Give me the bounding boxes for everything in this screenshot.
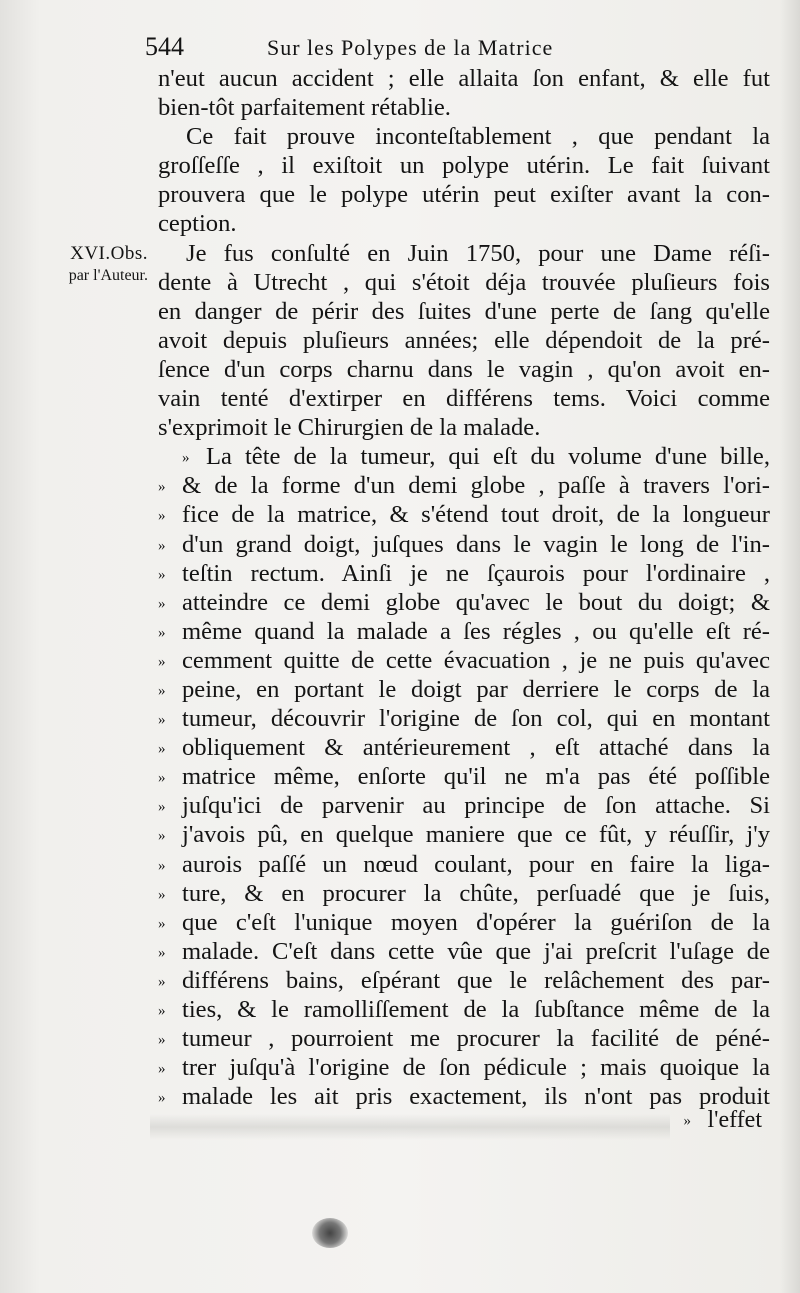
text-line: n'eut aucun accident ; elle allaita ſon enfant, & elle fut xyxy=(158,65,770,92)
quote-mark: » xyxy=(158,741,166,758)
quotation-text: peine, en portant le doigt par derriere le corps de la xyxy=(182,675,770,703)
quotation-text: fice de la matrice, & s'étend tout droit, de la longueur xyxy=(182,501,770,529)
quote-mark: » xyxy=(158,653,166,670)
text-line: bien-tôt parfaitement rétablie. xyxy=(158,94,451,122)
quotation-text: teſtin rectum. Ainſi je ne ſçaurois pour l'ordinaire , xyxy=(182,559,770,587)
ink-smudge xyxy=(312,1218,348,1248)
quotation-line xyxy=(158,588,770,617)
text-line: vain tenté d'extirper en différens tems. Voici comme xyxy=(158,385,770,413)
running-title: Sur les Polypes de la Matrice xyxy=(267,35,554,60)
text-line: en danger de périr des ſuites d'une perte de ſang qu'elle xyxy=(158,297,770,325)
quotation-line xyxy=(158,908,770,937)
quotation-text: malade. C'eſt dans cette vûe que j'ai preſcrit l'uſage de xyxy=(182,937,770,965)
quote-mark: » xyxy=(158,915,166,932)
quote-mark: » xyxy=(158,624,166,641)
margin-note-author: par l'Auteur. xyxy=(68,267,148,284)
quotation-line xyxy=(158,850,770,879)
text-line: groſſeſſe , il exiſtoit un polype utérin. Le fait ſuivant xyxy=(158,152,770,180)
quotation-line xyxy=(158,995,770,1024)
quotation-line xyxy=(158,559,770,588)
margin-note xyxy=(26,243,148,289)
quote-mark: » xyxy=(158,712,166,729)
quotation-text: différens bains, eſpérant que le relâchement des par- xyxy=(182,966,770,994)
quotation-line xyxy=(158,791,770,820)
quote-mark: » xyxy=(158,1003,166,1019)
quote-mark: » xyxy=(158,1032,166,1049)
quote-mark: » xyxy=(158,566,166,583)
quote-mark: » xyxy=(158,973,166,990)
quotation-line xyxy=(158,879,770,908)
show-through-shadow xyxy=(150,1114,670,1140)
quotation-text: matrice même, enſorte qu'il ne m'a pas été poſſible xyxy=(182,763,770,791)
quote-mark: » xyxy=(158,479,166,496)
text-line: Ce fait prouve inconteſtablement , que pendant la xyxy=(186,123,770,151)
quote-mark: » xyxy=(683,1113,691,1129)
quotation-text: malade les ait pris exactement, ils n'ont pas produit xyxy=(182,1083,770,1111)
paragraph-1 xyxy=(158,64,770,122)
quote-mark: » xyxy=(158,886,166,903)
quotation-text: ties, & le ramolliſſement de la ſubſtance même de la xyxy=(182,996,770,1023)
quotation-text: cemment quitte de cette évacuation , je ne puis qu'avec xyxy=(182,646,770,674)
quotation-line xyxy=(158,1024,770,1053)
quotation-text: que c'eſt l'unique moyen d'opérer la guériſon de la xyxy=(182,908,770,936)
quotation-text: trer juſqu'à l'origine de ſon pédicule ; mais quoique la xyxy=(182,1054,770,1082)
quotation-line xyxy=(158,675,770,704)
quote-mark: » xyxy=(182,450,190,467)
quotation-line xyxy=(158,966,770,995)
quote-mark: » xyxy=(158,1090,166,1107)
quotation-line xyxy=(158,530,770,559)
quote-mark: » xyxy=(158,770,166,787)
quotation-text: tumeur , pourroient me procurer la facilité de péné- xyxy=(182,1025,770,1053)
paragraph-3 xyxy=(158,239,770,443)
text-line: dente à Utrecht , qui s'étoit déja trouvée pluſieurs fois xyxy=(158,268,770,296)
text-line: ception. xyxy=(158,210,237,238)
quote-mark: » xyxy=(158,595,166,612)
quotation-text: même quand la malade a ſes régles , ou qu'elle eſt ré- xyxy=(182,617,770,645)
quotation-line xyxy=(158,617,770,646)
page-header xyxy=(145,32,675,66)
quotation-text: ture, & en procurer la chûte, perſuadé que je ſuis, xyxy=(182,879,770,907)
quotation-line xyxy=(158,937,770,966)
text-line: ſence d'un corps charnu dans le vagin , qu'on avoit en- xyxy=(158,355,770,383)
quotation-line xyxy=(158,704,770,733)
quote-mark: » xyxy=(158,508,166,525)
quote-mark: » xyxy=(158,799,166,816)
quotation-line xyxy=(158,1082,770,1111)
quotation-line xyxy=(158,500,770,529)
text-line: Je fus conſulté en Juin 1750, pour une Dame réſi- xyxy=(186,239,770,267)
quote-mark: » xyxy=(158,944,166,961)
quote-mark: » xyxy=(158,828,166,845)
quotation-text: obliquement & antérieurement , eſt attaché dans la xyxy=(182,734,770,762)
quotation-text: juſqu'ici de parvenir au principe de ſon attache. Si xyxy=(182,792,770,820)
text-line: avoit depuis pluſieurs années; elle dépendoit de la pré- xyxy=(158,326,770,354)
paragraph-2 xyxy=(158,122,770,238)
quote-mark: » xyxy=(158,1061,166,1078)
margin-note-observation: XVI.Obs. xyxy=(70,243,148,264)
catchword-text: l'effet xyxy=(707,1107,762,1133)
quotation-text: aurois paſſé un nœud coulant, pour en faire la liga- xyxy=(182,850,770,878)
quotation-line xyxy=(158,820,770,849)
quote-mark: » xyxy=(158,857,166,874)
text-line: s'exprimoit le Chirurgien de la malade. xyxy=(158,414,541,442)
quotation-line xyxy=(158,1053,770,1082)
quotation-line xyxy=(158,762,770,791)
quote-mark: » xyxy=(158,537,166,554)
quotation-text: & de la forme d'un demi globe , paſſe à travers l'ori- xyxy=(182,472,770,500)
page-number: 544 xyxy=(145,32,184,61)
quotation-text: j'avois pû, en quelque maniere que ce fût, y réuſſir, j'y xyxy=(182,821,770,849)
quotation-line xyxy=(158,646,770,675)
text-line: prouvera que le polype utérin peut exiſter avant la con- xyxy=(158,181,770,209)
quotation-text: atteindre ce demi globe qu'avec le bout du doigt; & xyxy=(182,588,770,616)
quotation-block xyxy=(158,442,770,1111)
catchword xyxy=(683,1107,762,1134)
quotation-line xyxy=(158,442,770,471)
body-text xyxy=(158,64,770,1111)
quotation-text: tumeur, découvrir l'origine de ſon col, qui en montant xyxy=(182,705,770,733)
quote-mark: » xyxy=(158,682,166,699)
quotation-line xyxy=(158,733,770,762)
quotation-text: d'un grand doigt, juſques dans le vagin le long de l'in- xyxy=(182,530,770,558)
quotation-line xyxy=(158,471,770,500)
quotation-text: La tête de la tumeur, qui eſt du volume d'une bille, xyxy=(206,443,770,471)
